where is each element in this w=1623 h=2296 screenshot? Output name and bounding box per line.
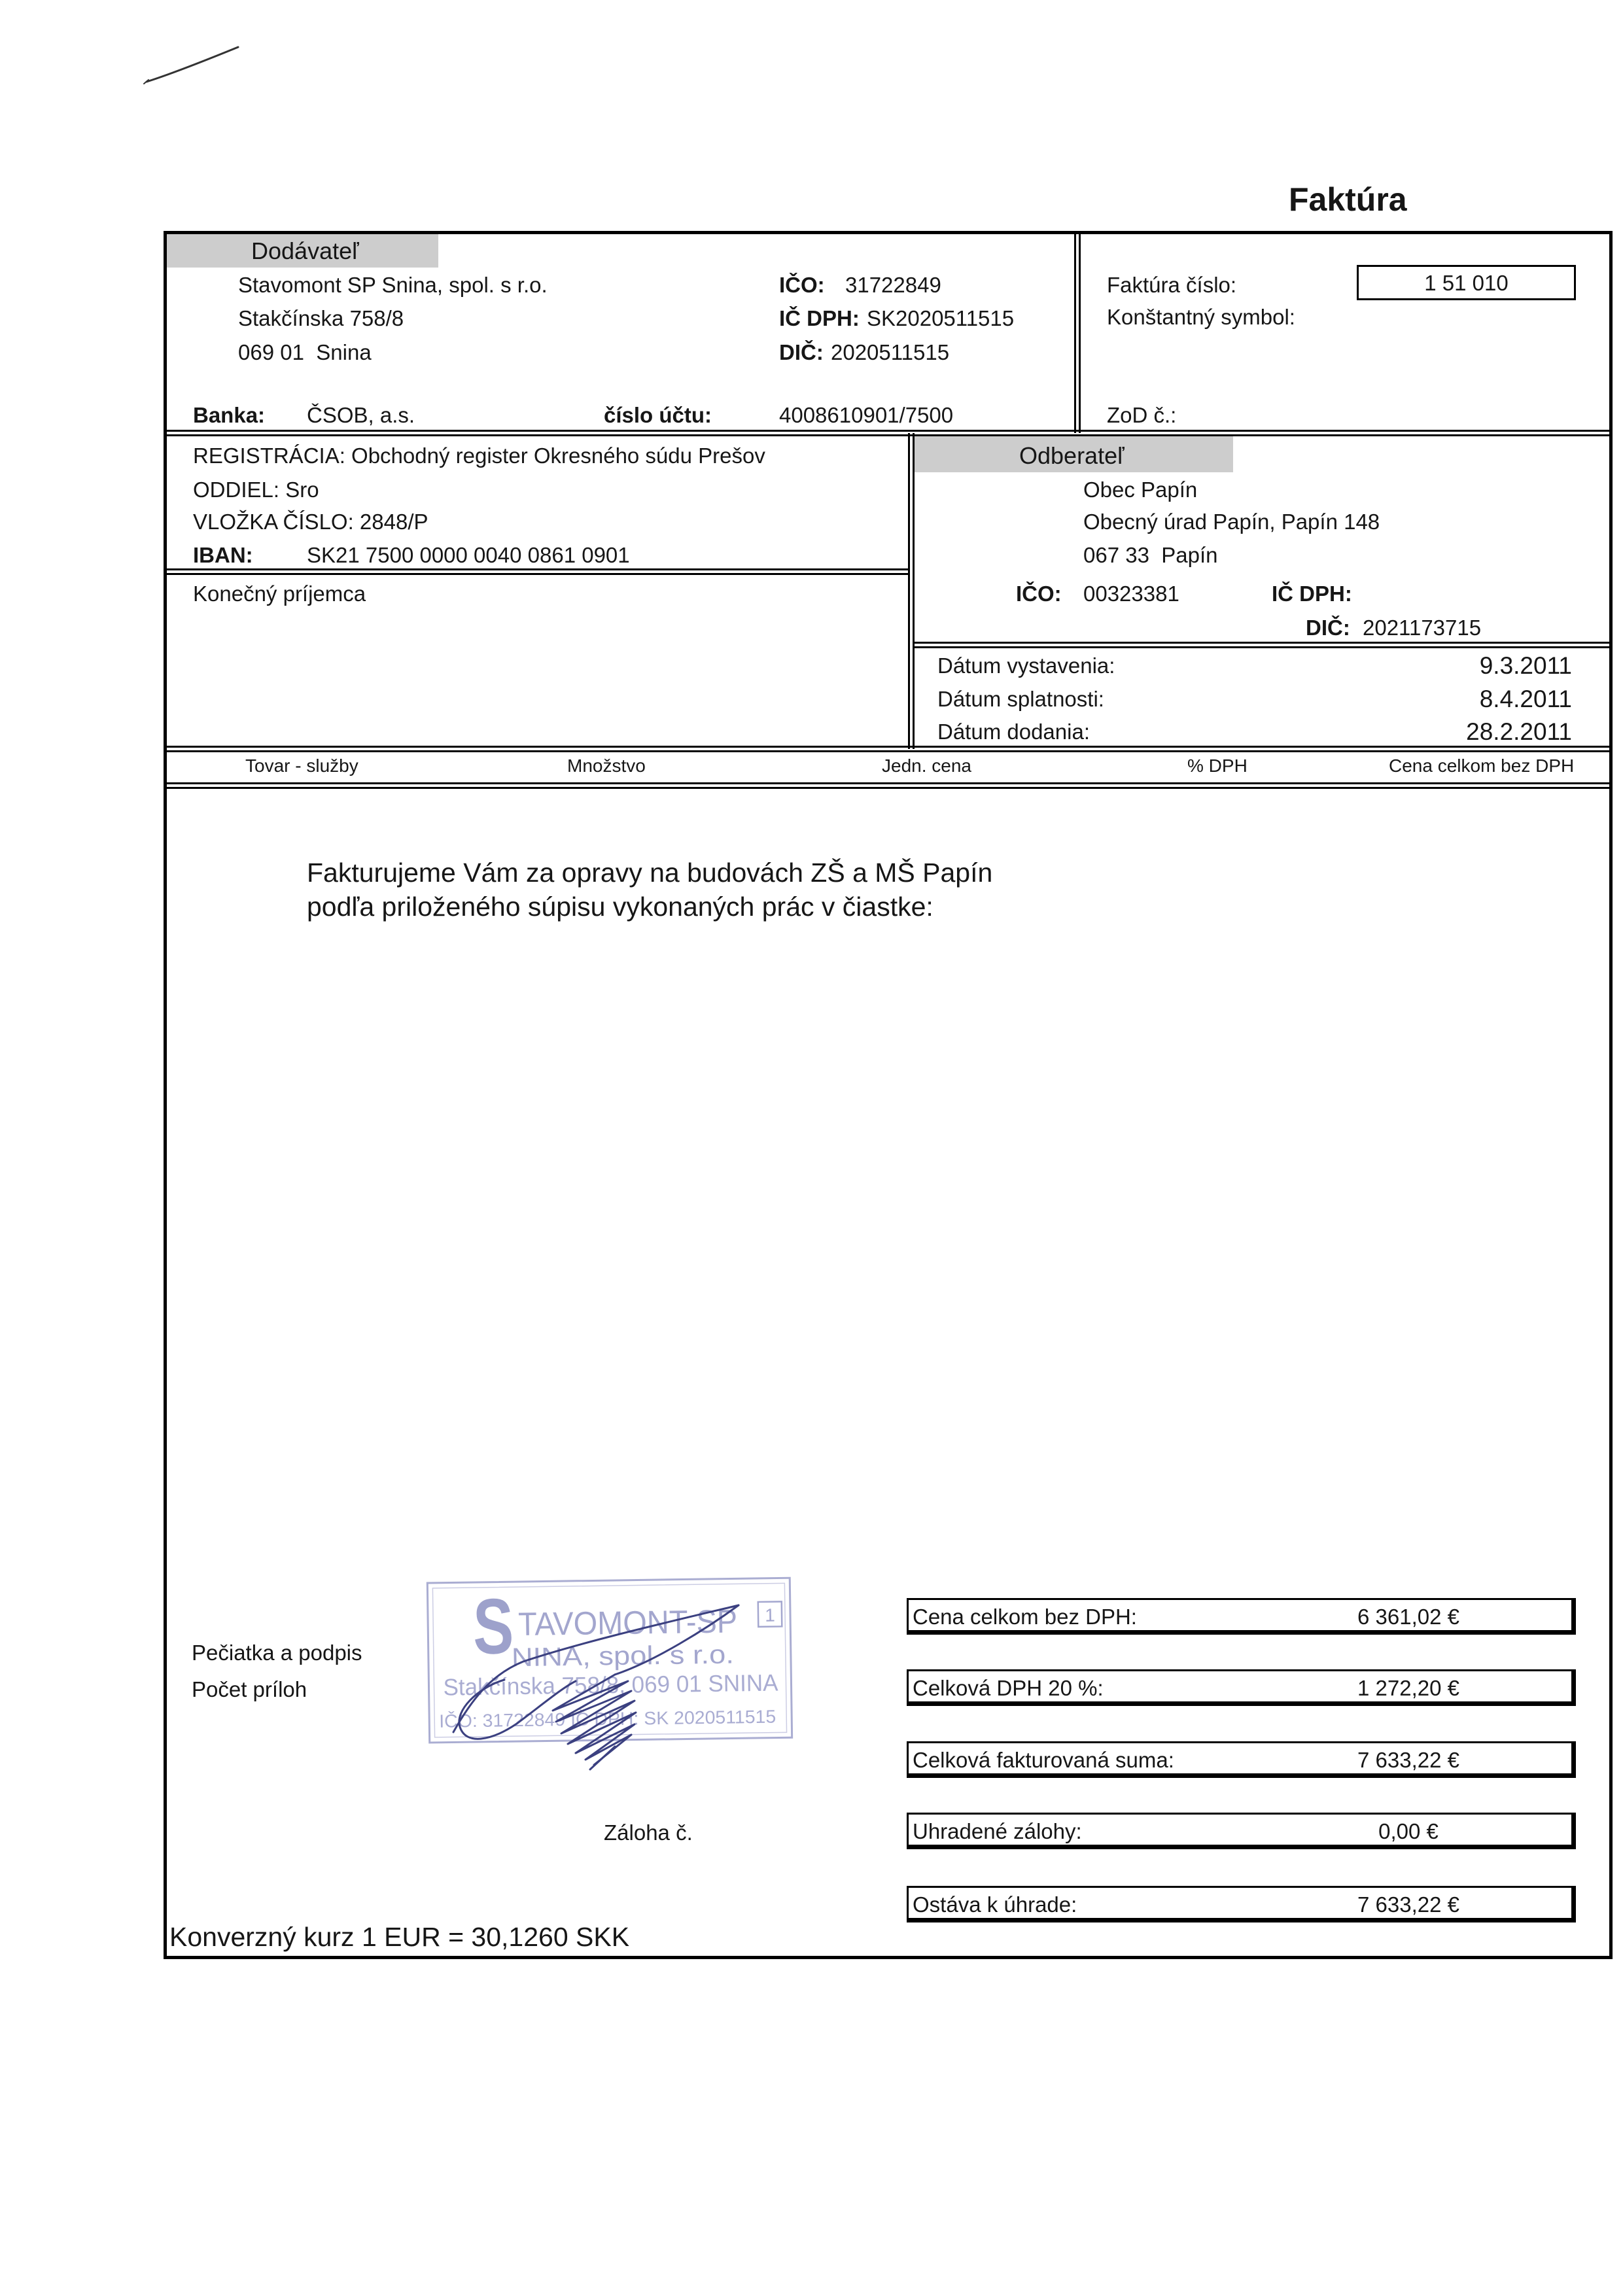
supplier-ico-label: IČO:: [779, 273, 825, 297]
iban-value: SK21 7500 0000 0040 0861 0901: [307, 543, 630, 567]
column-header-goods: Tovar - služby: [245, 756, 358, 776]
total-invoiced-value: 7 633,22 €: [1357, 1748, 1459, 1772]
stamp-ids: IČO: 31722849 IČ DPH: SK 2020511515: [439, 1706, 771, 1731]
customer-header-label: Odberateľ: [1019, 442, 1125, 469]
issue-date-value: 9.3.2011: [1479, 652, 1572, 679]
invoice-number-box: [1357, 265, 1576, 300]
supplier-dic-label: DIČ:: [779, 340, 824, 364]
conversion-rate: Konverzný kurz 1 EUR = 30,1260 SKK: [169, 1922, 630, 1952]
stamp-initial: S: [472, 1582, 527, 1671]
amount-due-box: [907, 1886, 1576, 1922]
customer-dic: 2021173715: [1363, 616, 1482, 640]
amount-due-value: 7 633,22 €: [1357, 1892, 1459, 1917]
supplier-header: [167, 234, 438, 268]
total-vat-box: [907, 1669, 1576, 1706]
supplier-street: Stakčínska 758/8: [238, 306, 404, 330]
advances-paid-box: [907, 1813, 1576, 1849]
rule-above-columns: [164, 746, 1613, 752]
total-vat-value: 1 272,20 €: [1357, 1676, 1459, 1700]
advances-paid-value: 0,00 €: [1378, 1819, 1439, 1843]
rule-under-iban: [164, 568, 909, 575]
invoice-description-line-1: Fakturujeme Vám za opravy na budovách ZŠ a MŠ Papín: [307, 858, 993, 888]
stamp-signature-label: Pečiatka a podpis: [192, 1641, 362, 1665]
column-header-vat: % DPH: [1187, 756, 1248, 776]
attachments-label: Počet príloh: [192, 1677, 307, 1701]
rule-customer-divider: [908, 433, 915, 749]
due-date-label: Dátum splatnosti:: [937, 687, 1104, 711]
customer-icdph-label: IČ DPH:: [1272, 582, 1352, 606]
bank-name: ČSOB, a.s.: [307, 403, 415, 427]
stamp-company-name-2: NINA, spol. s r.o.: [511, 1641, 708, 1673]
zod-label: ZoD č.:: [1107, 403, 1177, 427]
supplier-name: Stavomont SP Snina, spol. s r.o.: [238, 273, 548, 297]
document-title: Faktúra: [1289, 181, 1407, 218]
delivery-date-label: Dátum dodania:: [937, 720, 1090, 744]
customer-dic-label: DIČ:: [1306, 616, 1350, 640]
supplier-dic: 2020511515: [831, 340, 950, 364]
registration-text: REGISTRÁCIA: Obchodný register Okresného súdu Prešov: [193, 444, 765, 468]
registration-section: ODDIEL: Sro: [193, 478, 319, 502]
total-without-vat-label: Cena celkom bez DPH:: [913, 1605, 1137, 1629]
pen-mark: [141, 41, 245, 88]
constant-symbol-label: Konštantný symbol:: [1107, 305, 1295, 329]
total-vat-label: Celková DPH 20 %:: [913, 1676, 1104, 1700]
supplier-ico: 31722849: [845, 273, 941, 297]
rule-under-customer: [915, 642, 1613, 648]
stamp-number: 1: [765, 1605, 776, 1626]
rule-under-bank: [164, 430, 1613, 436]
column-header-unit-price: Jedn. cena: [882, 756, 971, 776]
customer-ico-label: IČO:: [1016, 582, 1062, 606]
delivery-date-value: 28.2.2011: [1466, 718, 1572, 745]
customer-header: [915, 436, 1233, 472]
total-without-vat-box: [907, 1598, 1576, 1635]
amount-due-label: Ostáva k úhrade:: [913, 1892, 1077, 1917]
invoice-number: 1 51 010: [1424, 271, 1509, 295]
total-invoiced-box: [907, 1741, 1576, 1778]
supplier-icdph-label: IČ DPH:: [779, 306, 860, 330]
total-invoiced-label: Celková fakturovaná suma:: [913, 1748, 1174, 1772]
final-recipient-label: Konečný príjemca: [193, 582, 366, 606]
stamp-company-name: TAVOMONT-SP: [517, 1603, 752, 1643]
invoice-description-line-2: podľa priloženého súpisu vykonaných prác v čiastke:: [307, 892, 934, 922]
total-without-vat-value: 6 361,02 €: [1357, 1605, 1459, 1629]
column-header-total: Cena celkom bez DPH: [1389, 756, 1575, 776]
supplier-icdph: SK2020511515: [867, 306, 1015, 330]
supplier-city: 069 01 Snina: [238, 340, 372, 364]
due-date-value: 8.4.2011: [1479, 686, 1572, 712]
company-stamp: [419, 1570, 811, 1792]
rule-below-columns: [164, 782, 1613, 789]
customer-office: Obecný úrad Papín, Papín 148: [1083, 510, 1380, 534]
advances-paid-label: Uhradené zálohy:: [913, 1819, 1082, 1843]
advance-label: Záloha č.: [604, 1820, 693, 1845]
invoice-number-label: Faktúra číslo:: [1107, 273, 1237, 297]
iban-label: IBAN:: [193, 543, 253, 567]
customer-city: 067 33 Papín: [1083, 543, 1218, 567]
customer-name: Obec Papín: [1083, 478, 1198, 502]
registration-insert: VLOŽKA ČÍSLO: 2848/P: [193, 510, 428, 534]
account-number: 4008610901/7500: [779, 403, 954, 427]
stamp-address: Stakčínska 758/8, 069 01 SNINA: [443, 1669, 788, 1701]
supplier-header-label: Dodávateľ: [251, 237, 359, 264]
account-label: číslo účtu:: [604, 403, 712, 427]
rule-supplier-divider: [1074, 231, 1081, 433]
customer-ico: 00323381: [1083, 582, 1179, 606]
issue-date-label: Dátum vystavenia:: [937, 653, 1115, 678]
column-header-quantity: Množstvo: [567, 756, 646, 776]
bank-label: Banka:: [193, 403, 266, 427]
